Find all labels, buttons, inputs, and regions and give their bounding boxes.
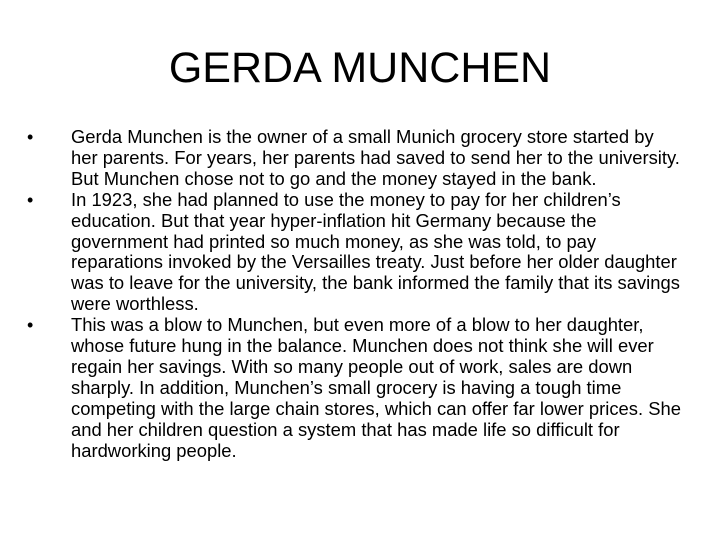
bullet-point-icon: • bbox=[27, 315, 34, 336]
bullet-point-icon: • bbox=[27, 189, 34, 210]
bullet-text: This was a blow to Munchen, but even more of a blow to her daughter, whose future hung in the balance. Munchen does not think she will ever regain her savings. With so many people out of work, sales are down sharply. In addition, Munchen’s small grocery is having a tough time competing with the large chain stores, which can offer far lower prices. She and her children question a system that has made life so difficult for hardworking people. bbox=[71, 314, 681, 461]
bullet-point-icon: • bbox=[27, 127, 34, 147]
slide-title: GERDA MUNCHEN bbox=[168, 44, 552, 92]
bullet-text: Gerda Munchen is the owner of a small Munich grocery store started by her parents. For years, her parents had saved to send her to the university. But Munchen chose not to go and the money stayed in the bank. bbox=[71, 126, 680, 189]
bullet-text: In 1923, she had planned to use the money to pay for her children’s education. But that year hyper-inflation hit Germany because the government had printed so much money, as she was told, to pay reparations invoked by the Versailles treaty. Just before her older daughter was to leave for the university, the bank informed the family that its savings were worthless. bbox=[71, 188, 680, 315]
bullet-list bbox=[27, 127, 682, 462]
bullet-item bbox=[27, 190, 682, 315]
bullet-item bbox=[27, 127, 682, 190]
bullet-item bbox=[27, 315, 682, 461]
